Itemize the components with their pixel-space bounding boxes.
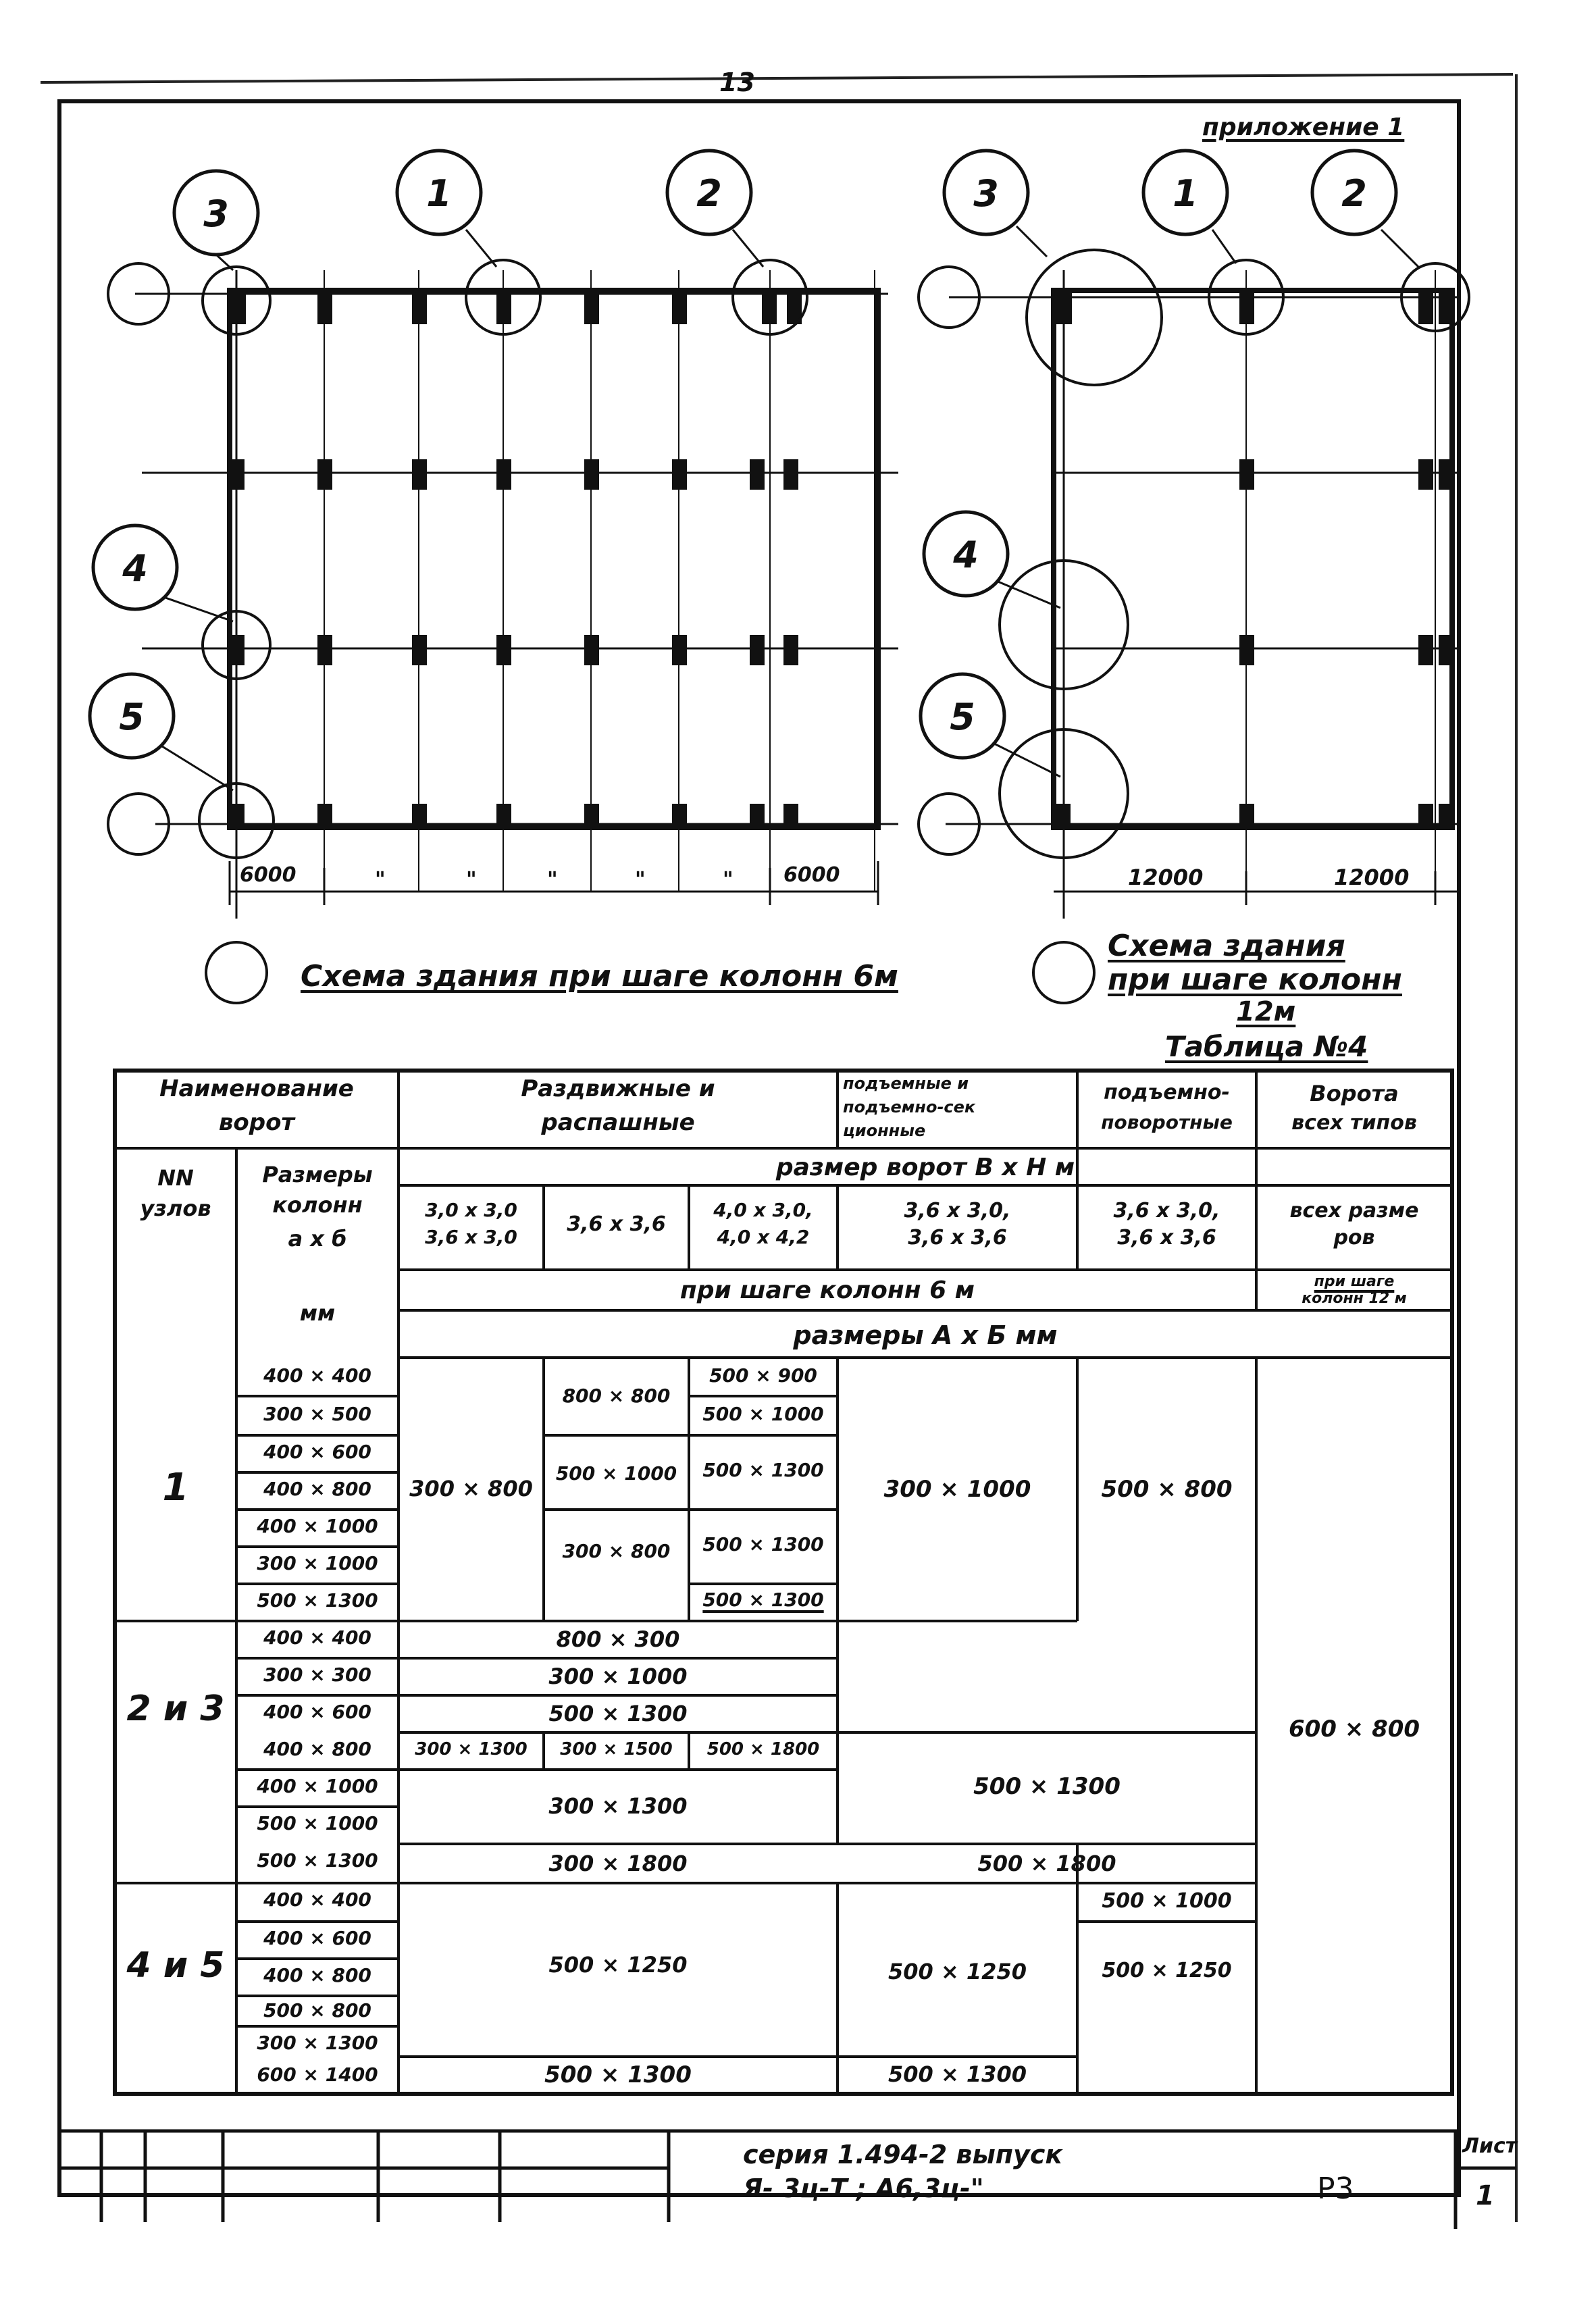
dim-6000-left: 6000: [240, 863, 297, 887]
g45-last-a: 500 × 1300: [544, 2061, 692, 2088]
col-size: 500 × 1000: [257, 1812, 378, 1834]
hdr-size-1b: 3,6 х 3,0: [425, 1226, 517, 1248]
callout-1: 1: [1173, 172, 1198, 215]
hdr-size-3b: 4,0 х 4,2: [717, 1226, 810, 1248]
hdr-lifting-1: подъемные и: [843, 1074, 969, 1093]
dim-ditto: ": [466, 868, 477, 892]
hdr-size-4a: 3,6 х 3,0,: [904, 1199, 1011, 1223]
callout-2: 2: [696, 172, 722, 215]
callout-1: 1: [426, 172, 452, 215]
scheme-12m-caption-line3: 12м: [1236, 996, 1296, 1027]
col-size: 400 × 600: [263, 1927, 371, 1949]
g45-d: 500 × 1250: [888, 1959, 1027, 1984]
hdr-size-4b: 3,6 х 3,6: [908, 1226, 1007, 1250]
all-types-value: 600 × 800: [1288, 1716, 1420, 1743]
hdr-step-12m-1: при шаге: [1314, 1273, 1395, 1290]
g45-last-d: 500 × 1300: [888, 2061, 1027, 2087]
col-size: 400 × 800: [263, 1738, 371, 1760]
hdr-sliding-2: распашные: [541, 1109, 695, 1136]
col-size: 300 × 300: [263, 1664, 371, 1686]
dim-12000-left: 12000: [1128, 865, 1204, 890]
appendix-label: приложение 1: [1202, 113, 1405, 141]
building-outline-12m: [1054, 290, 1452, 827]
col-size: 400 × 400: [263, 1888, 371, 1911]
scheme-6m: [90, 151, 898, 1003]
g45-e2: 500 × 1250: [1102, 1959, 1232, 1982]
g23-r1: 800 × 300: [556, 1626, 680, 1652]
top-border-line: [41, 74, 1513, 82]
hdr-rotary-1: подъемно-: [1104, 1081, 1230, 1104]
col-size: 500 × 800: [263, 1999, 371, 2022]
g45-a: 500 × 1250: [548, 1952, 688, 1978]
hdr-nn-2: узлов: [140, 1195, 211, 1221]
hdr-colsize-3: а х б: [288, 1226, 347, 1252]
scheme-12m-caption-line2: при шаге колонн: [1108, 962, 1402, 997]
hdr-rotary-2: поворотные: [1101, 1111, 1233, 1133]
g45-e1: 500 × 1000: [1102, 1889, 1232, 1913]
g23-r5: 300 × 1300: [548, 1793, 688, 1819]
col-size: 300 × 1000: [257, 1552, 378, 1574]
g1-a: 300 × 800: [409, 1476, 533, 1501]
page-number: 13: [719, 68, 755, 97]
callout-5: 5: [950, 696, 975, 738]
dim-12000-right: 12000: [1334, 865, 1410, 890]
col-size: 400 × 400: [263, 1364, 371, 1387]
scheme-6m-caption: Схема здания при шаге колонн 6м: [301, 959, 898, 994]
g1-c5: 500 × 1300: [702, 1589, 824, 1611]
col-size: 400 × 1000: [257, 1515, 378, 1537]
g1-c2: 500 × 1000: [702, 1403, 824, 1425]
hdr-colsize-4: мм: [299, 1300, 336, 1326]
g1-c3: 500 × 1300: [702, 1459, 824, 1481]
series-line: серия 1.494-2 выпуск: [743, 2140, 1063, 2169]
dim-ditto: ": [547, 868, 558, 892]
hdr-lifting-3: ционные: [843, 1121, 926, 1140]
building-outline-6m: [230, 290, 878, 827]
hdr-lifting-2: подъемно-сек: [843, 1098, 976, 1116]
scheme-12m-caption-line1: Схема здания: [1108, 929, 1345, 963]
doc-code: Р3: [1317, 2171, 1354, 2206]
g23-de2: 500 × 1800: [977, 1851, 1116, 1876]
g1-e: 500 × 800: [1101, 1476, 1233, 1503]
col-size: 400 × 600: [263, 1701, 371, 1723]
hdr-size-5b: 3,6 х 3,6: [1117, 1226, 1216, 1250]
g1-c4: 500 × 1300: [702, 1533, 824, 1555]
hdr-name-2: ворот: [218, 1109, 295, 1136]
hdr-sizes-ab: размеры А х Б мм: [793, 1320, 1058, 1350]
sheet-number: 1: [1476, 2180, 1495, 2211]
col-size: 300 × 1300: [257, 2032, 378, 2054]
dim-6000-right: 6000: [783, 863, 840, 887]
g1-d: 300 × 1000: [883, 1476, 1031, 1503]
g23-r4a: 300 × 1300: [415, 1739, 527, 1759]
g23-de1: 500 × 1300: [973, 1773, 1121, 1800]
hdr-sliding-1: Раздвижные и: [521, 1075, 715, 1102]
col-size: 600 × 1400: [257, 2063, 378, 2086]
hdr-all-2: всех типов: [1291, 1111, 1417, 1135]
g1-c1: 500 × 900: [709, 1364, 817, 1387]
g23-r4b: 300 × 1500: [560, 1739, 673, 1759]
col-size: 400 × 400: [263, 1626, 371, 1649]
hdr-size-3a: 4,0 х 3,0,: [713, 1199, 813, 1221]
callout-5: 5: [119, 696, 145, 738]
sheet-label: Лист: [1462, 2134, 1518, 2158]
col-size: 500 × 1300: [257, 1849, 378, 1872]
hdr-size-2: 3,6 х 3,6: [567, 1212, 666, 1236]
hdr-size-6b: ров: [1333, 1226, 1375, 1250]
hdr-nn-1: NN: [157, 1165, 194, 1191]
col-size: 400 × 800: [263, 1964, 371, 1986]
hdr-all-1: Ворота: [1310, 1081, 1399, 1106]
hdr-size-5a: 3,6 х 3,0,: [1113, 1199, 1220, 1223]
hdr-step-12m-2: колонн 12 м: [1302, 1290, 1407, 1307]
col-size: 400 × 600: [263, 1441, 371, 1463]
series-code-line: Я- 3ц-Т ; А6,3ц-": [743, 2174, 984, 2203]
g23-r3: 500 × 1300: [548, 1701, 688, 1726]
col-size: 400 × 800: [263, 1478, 371, 1500]
g1-b1: 800 × 800: [562, 1385, 671, 1407]
hdr-gate-size: размер ворот В х Н м: [775, 1154, 1075, 1181]
callout-3: 3: [973, 172, 999, 215]
dim-ditto: ": [375, 868, 386, 892]
callout-4: 4: [122, 547, 148, 590]
hdr-colsize-1: Размеры: [262, 1162, 373, 1187]
g23-r2: 300 × 1000: [548, 1664, 688, 1689]
hdr-step-6m: при шаге колонн 6 м: [679, 1277, 975, 1304]
g23-r4c: 500 × 1800: [706, 1739, 820, 1759]
node-2-3: 2 и 3: [126, 1689, 225, 1729]
g1-b2: 500 × 1000: [555, 1462, 677, 1485]
col-size: 300 × 500: [263, 1403, 371, 1425]
callout-3: 3: [203, 192, 229, 235]
hdr-size-6a: всех разме: [1289, 1199, 1419, 1223]
g1-b3: 300 × 800: [562, 1540, 671, 1562]
col-size: 500 × 1300: [257, 1589, 378, 1612]
callout-4: 4: [953, 534, 979, 576]
hdr-size-1a: 3,0 х 3,0: [425, 1199, 517, 1221]
hdr-colsize-2: колонн: [272, 1192, 363, 1218]
dim-ditto: ": [635, 868, 646, 892]
g23-r7: 300 × 1800: [548, 1851, 688, 1876]
col-size: 400 × 1000: [257, 1775, 378, 1797]
dim-ditto: ": [723, 868, 733, 892]
callout-2: 2: [1341, 172, 1367, 215]
node-4-5: 4 и 5: [126, 1945, 225, 1986]
table-label: Таблица №4: [1165, 1030, 1368, 1063]
node-1: 1: [162, 1466, 189, 1510]
hdr-name-1: Наименование: [159, 1075, 354, 1102]
